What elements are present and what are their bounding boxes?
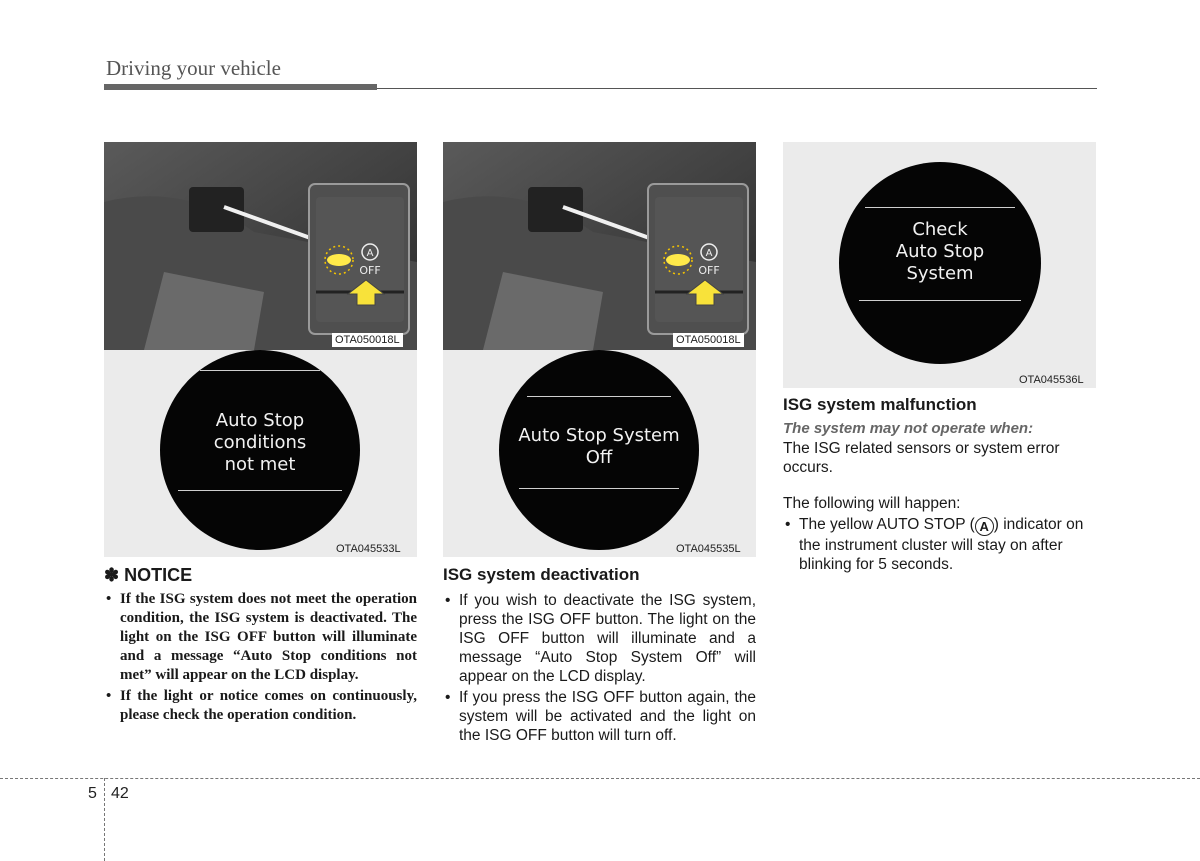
deactivation-heading: ISG system deactivation — [443, 565, 640, 584]
lcd-3-line-2: Auto Stop — [895, 241, 985, 262]
isg-button-photo-1 — [104, 142, 417, 350]
malfunction-item — [783, 515, 1096, 574]
deactivation-item: • If you wish to deactivate the ISG system, press the ISG OFF button. The light on the ISG OFF button will illuminate and a message “Auto Stop System Off” will appear on the LCD display. — [443, 591, 756, 686]
malfunction-paragraph: The ISG related sensors or system error occurs. — [783, 440, 1060, 476]
notice-heading: ✽ NOTICE — [104, 565, 193, 585]
lcd-1-line-1: Auto Stop — [215, 410, 305, 431]
lcd-2-line-2: Off — [585, 447, 613, 468]
lcd-1-caption: OTA045533L — [336, 543, 401, 555]
lcd-3-caption: OTA045536L — [1019, 374, 1084, 386]
notice-item: • If the light or notice comes on continuously, please check the operation condition. — [104, 687, 417, 725]
lcd-1-line-2: conditions — [213, 432, 307, 453]
lcd-3-line-1: Check — [912, 219, 968, 240]
notice-item: • If the ISG system does not meet the operation condition, the ISG system is deactivated. The light on the ISG OFF button will illuminate and a message “Auto Stop conditions not met” will appear on the LCD display. — [104, 590, 417, 685]
lcd-display-2 — [499, 350, 699, 550]
lcd-panel-2 — [443, 350, 756, 557]
notice-section — [104, 565, 417, 727]
malfunction-item-before: The yellow AUTO STOP ( — [799, 516, 975, 533]
lcd-2-line-1: Auto Stop System — [518, 425, 680, 446]
lcd-panel-3 — [783, 142, 1096, 388]
lcd-3-line-3: System — [906, 263, 974, 284]
off-label: OFF — [359, 264, 381, 277]
lcd-display-1 — [160, 350, 360, 550]
lcd-1-line-3: not met — [224, 454, 296, 475]
photo-2-caption: OTA050018L — [673, 333, 744, 347]
a-icon-label: A — [705, 248, 713, 259]
header-rule-thick — [104, 84, 377, 90]
auto-stop-icon: A — [975, 517, 994, 536]
section-number: 5 — [88, 785, 97, 802]
photo-1-caption: OTA050018L — [332, 333, 403, 347]
lcd-display-3 — [839, 162, 1041, 364]
lcd-panel-1 — [104, 350, 417, 557]
page-header-title: Driving your vehicle — [106, 56, 281, 80]
off-label: OFF — [698, 264, 720, 277]
malfunction-following: The following will happen: — [783, 495, 961, 512]
malfunction-item-after: ) indicator on the instrument cluster will stay on after blinking for 5 seconds. — [799, 516, 1084, 573]
isg-button-photo-2 — [443, 142, 756, 350]
lcd-2-caption: OTA045535L — [676, 543, 741, 555]
malfunction-heading: ISG system malfunction — [783, 395, 977, 414]
deactivation-item: • If you press the ISG OFF button again, the system will be activated and the light on the ISG OFF button will turn off. — [443, 688, 756, 745]
deactivation-section — [443, 565, 756, 747]
malfunction-section — [783, 395, 1096, 576]
footer-dashed-rule — [0, 778, 1200, 779]
page-number: 42 — [111, 785, 129, 802]
header-rule-thin — [377, 88, 1097, 89]
a-icon-label: A — [366, 248, 374, 259]
footer-dashed-divider — [104, 778, 105, 861]
malfunction-subheading: The system may not operate when: — [783, 420, 1034, 437]
